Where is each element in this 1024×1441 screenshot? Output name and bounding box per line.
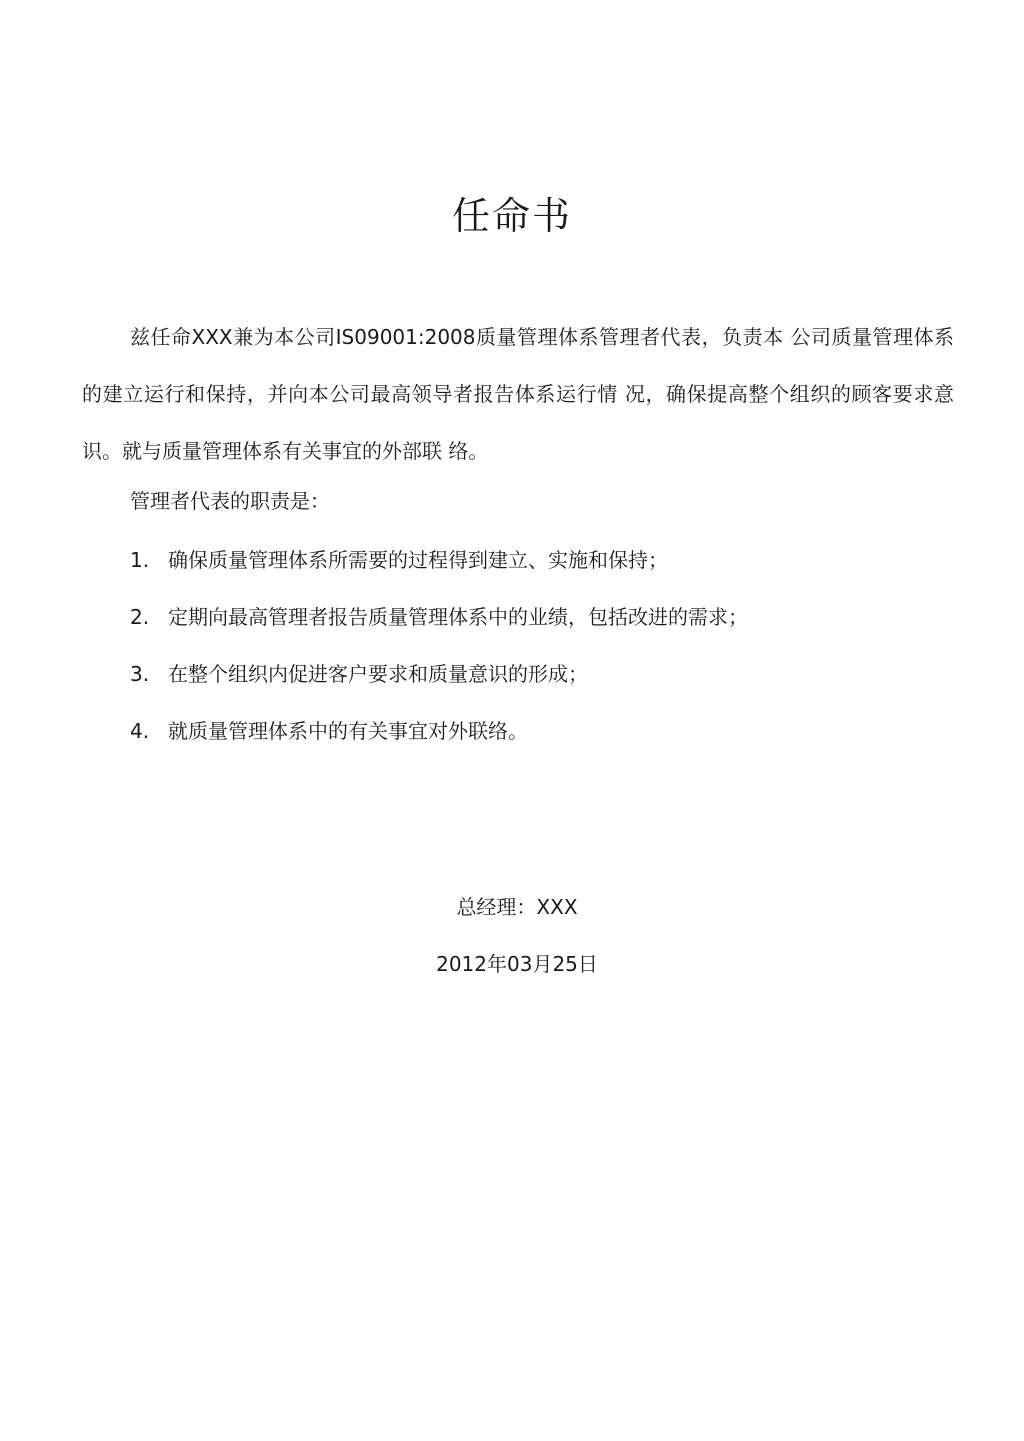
document-title: 任命书 [451,194,572,238]
duty-number: 4. [130,719,150,743]
duty-number: 1. [130,548,150,572]
duties-heading: 管理者代表的职责是： [130,489,330,513]
appointment-paragraph: 兹任命XXX兼为本公司IS09001:2008质量管理体系管理者代表，负责本 公司质量管理体系的建立运行和保持，并向本公司最高领导者报告体系运行情 况，确保提高整个组织的顾客要求意识。就与质量管理体系有关事宜的外部联 络。 [82,325,954,463]
duty-number: 3. [130,662,150,686]
duty-item [130,540,668,580]
duty-text: 在整个组织内促进客户要求和质量意识的形成； [168,662,588,686]
duty-text: 就质量管理体系中的有关事宜对外联络。 [168,719,528,743]
duty-item [130,654,588,694]
signature-date: 2012年03月25日 [436,952,598,976]
duty-item [130,597,748,637]
duty-text: 定期向最高管理者报告质量管理体系中的业绩，包括改进的需求； [168,605,748,629]
duty-number: 2. [130,605,150,629]
signature-line: 总经理：XXX [456,895,578,919]
duty-text: 确保质量管理体系所需要的过程得到建立、实施和保持； [168,548,668,572]
duty-item [130,711,528,751]
